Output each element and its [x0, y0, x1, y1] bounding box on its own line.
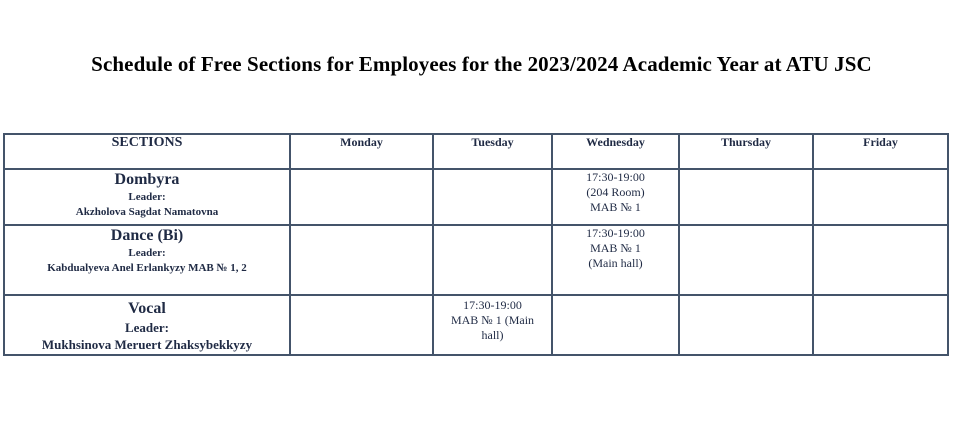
table-row — [4, 295, 948, 355]
column-header-wednesday: Wednesday — [552, 134, 679, 169]
monday-cell — [290, 225, 433, 295]
table-row — [4, 225, 948, 295]
slot-building: MAB № 1 — [590, 200, 641, 214]
section-name: Dombyra — [114, 171, 180, 188]
section-cell-vocal — [4, 295, 290, 355]
tuesday-cell — [433, 225, 552, 295]
thursday-cell — [679, 295, 813, 355]
section-name: Dance (Bi) — [110, 227, 184, 244]
wednesday-cell — [552, 169, 679, 225]
friday-cell — [813, 225, 948, 295]
slot-building: MAB № 1 (Main — [450, 313, 535, 327]
slot-time: 17:30-19:00 — [586, 226, 645, 240]
slot-building: MAB № 1 — [590, 241, 641, 255]
friday-cell — [813, 295, 948, 355]
page-title: Schedule of Free Sections for Employees for the 2023/2024 Academic Year at ATU JSC — [91, 52, 872, 76]
slot-time: 17:30-19:00 — [463, 298, 522, 312]
friday-cell — [813, 169, 948, 225]
leader-label: Leader: — [128, 191, 166, 203]
column-header-friday: Friday — [813, 134, 948, 169]
leader-name: Akzholova Sagdat Namatovna — [75, 206, 219, 218]
time-slot — [553, 170, 678, 215]
tuesday-cell — [433, 169, 552, 225]
thursday-cell — [679, 225, 813, 295]
time-slot — [553, 226, 678, 271]
monday-cell — [290, 169, 433, 225]
leader-label: Leader: — [124, 320, 170, 335]
table-row — [4, 169, 948, 225]
thursday-cell — [679, 169, 813, 225]
schedule-table — [3, 133, 949, 356]
wednesday-cell — [552, 225, 679, 295]
section-cell-dance — [4, 225, 290, 295]
column-header-tuesday: Tuesday — [433, 134, 552, 169]
section-name: Vocal — [128, 300, 166, 317]
column-header-monday: Monday — [290, 134, 433, 169]
slot-room: (204 Room) — [586, 185, 645, 199]
time-slot — [434, 296, 551, 343]
slot-time: 17:30-19:00 — [586, 170, 645, 184]
column-header-sections: SECTIONS — [4, 134, 290, 169]
leader-label: Leader: — [128, 247, 166, 259]
section-cell-dombyra — [4, 169, 290, 225]
leader-name: Kabdualyeva Anel Erlankyzy MAB № 1, 2 — [47, 262, 247, 274]
monday-cell — [290, 295, 433, 355]
slot-room: (Main hall) — [588, 256, 643, 270]
slot-room: hall) — [481, 328, 504, 342]
column-header-thursday: Thursday — [679, 134, 813, 169]
header-row — [4, 134, 948, 169]
wednesday-cell — [552, 295, 679, 355]
leader-name: Mukhsinova Meruert Zhaksybekkyzy — [41, 337, 253, 352]
tuesday-cell — [433, 295, 552, 355]
